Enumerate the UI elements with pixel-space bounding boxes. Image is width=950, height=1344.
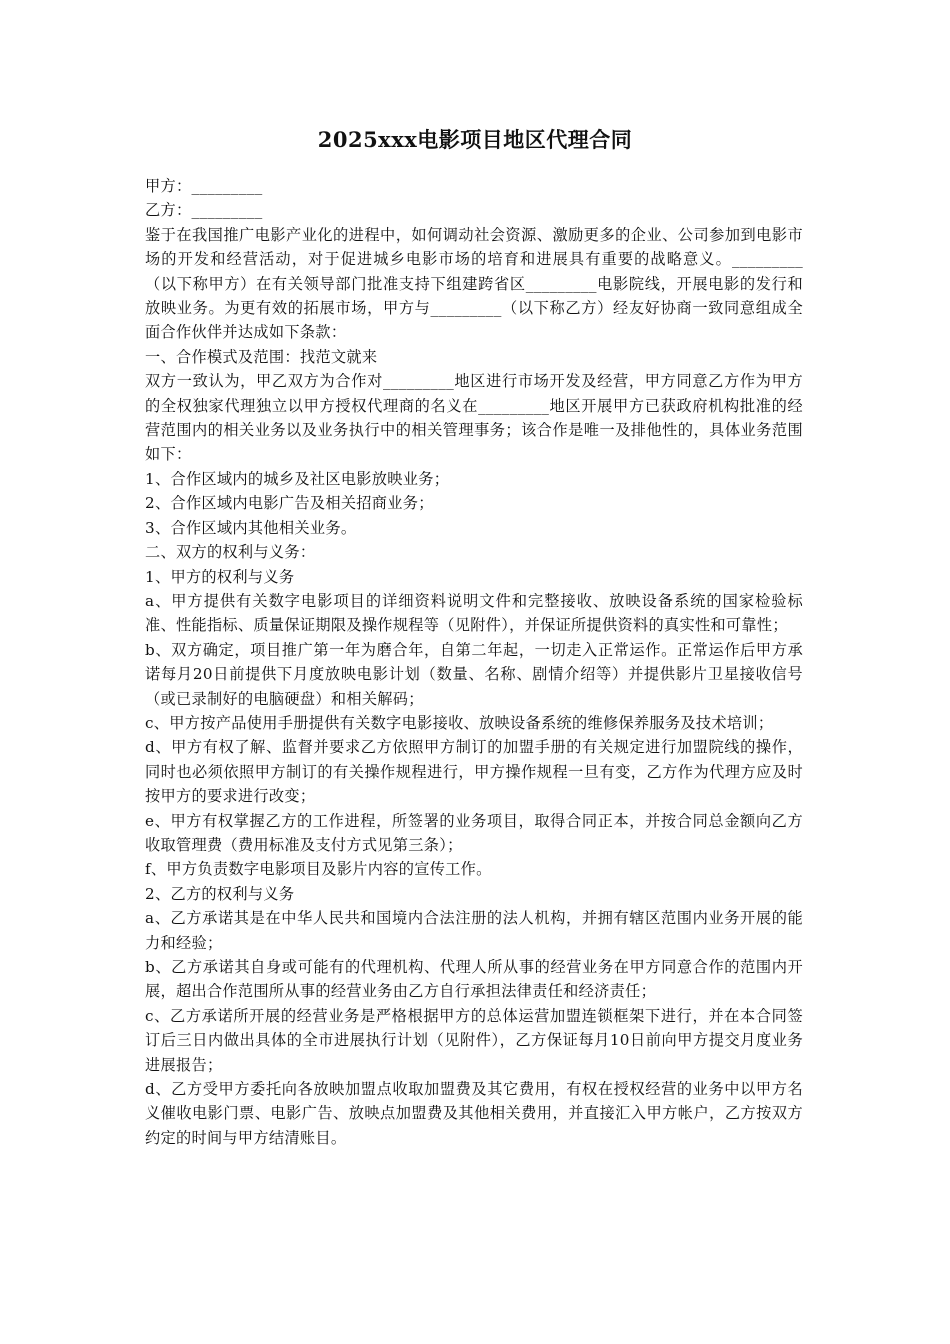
list-item: 2、合作区域内电影广告及相关招商业务； xyxy=(145,494,434,513)
list-item: 1、合作区域内的城乡及社区电影放映业务； xyxy=(145,469,450,488)
paragraph-cooperation: 双方一致认为，甲乙双方为合作对_________地区进行市场开发及经营，甲方同意乙方作为甲方的全权独家代理独立以甲方授权代理商的名义在_________地区开展甲方已获政府机构批准的经营范围内的相关业务以及业务执行中的相关管理事务；该合作是唯一及排他性的，具体业务范围如下： xyxy=(145,372,803,464)
document-title: 2025xxx电影项目地区代理合同 xyxy=(317,127,633,152)
section-heading-1: 一、合作模式及范围：找范文就来 xyxy=(145,347,378,366)
list-item: c、甲方按产品使用手册提供有关数字电影接收、放映设备系统的维修保养服务及技术培训； xyxy=(145,713,774,732)
list-item: a、甲方提供有关数字电影项目的详细资料说明文件和完整接收、放映设备系统的国家检验标准、性能指标、质量保证期限及操作规程等（见附件），并保证所提供资料的真实性和可靠性； xyxy=(145,591,803,635)
list-item: f、甲方负责数字电影项目及影片内容的宣传工作。 xyxy=(145,860,492,879)
list-item: d、乙方受甲方委托向各放映加盟点收取加盟费及其它费用，有权在授权经营的业务中以甲方名义催收电影门票、电影广告、放映点加盟费及其他相关费用，并直接汇入甲方帐户，乙方按双方约定的时间与甲方结清账目。 xyxy=(145,1080,803,1147)
subsection-heading-party-b: 2、乙方的权利与义务 xyxy=(145,884,295,903)
subsection-heading-party-a: 1、甲方的权利与义务 xyxy=(145,567,295,586)
list-item: 3、合作区域内其他相关业务。 xyxy=(145,518,357,537)
list-item: e、甲方有权掌握乙方的工作进程，所签署的业务项目，取得合同正本，并按合同总金额向乙方收取管理费（费用标准及支付方式见第三条）； xyxy=(145,811,803,854)
list-item: a、乙方承诺其是在中华人民共和国境内合法注册的法人机构，并拥有辖区范围内业务开展的能力和经验； xyxy=(145,909,803,952)
list-item: c、乙方承诺所开展的经营业务是严格根据甲方的总体运营加盟连锁框架下进行，并在本合同签订后三日内做出具体的全市进展执行计划（见附件），乙方保证每月10日前向甲方提交月度业务进展报告； xyxy=(145,1006,803,1074)
list-item: d、甲方有权了解、监督并要求乙方依照甲方制订的加盟手册的有关规定进行加盟院线的操作，同时也必须依照甲方制订的有关操作规程进行，甲方操作规程一旦有变，乙方作为代理方应及时按甲方的要求进行改变； xyxy=(145,738,803,806)
list-item: b、双方确定，项目推广第一年为磨合年，自第二年起，一切走入正常运作。正常运作后甲方承诺每月20日前提供下月度放映电影计划（数量、名称、剧情介绍等）并提供影片卫星接收信号（或已录制好的电脑硬盘）和相关解码； xyxy=(145,640,803,708)
list-item: b、乙方承诺其自身或可能有的代理机构、代理人所从事的经营业务在甲方同意合作的范围内开展，超出合作范围所从事的经营业务由乙方自行承担法律责任和经济责任； xyxy=(145,958,803,1001)
paragraph-party-a: 甲方：_________ xyxy=(145,177,263,195)
section-heading-2: 二、双方的权利与义务： xyxy=(145,543,316,562)
paragraph-party-b: 乙方：_________ xyxy=(145,201,263,220)
paragraph-preamble: 鉴于在我国推广电影产业化的进程中，如何调动社会资源、激励更多的企业、公司参加到电影市场的开发和经营活动，对于促进城乡电影市场的培育和进展具有重要的战略意义。_________（以下称甲方）在有关领导部门批准支持下组建跨省区_________电影院线，开展电影的发行和放映业务。为更有效的拓展市场，甲方与_________（以下称乙方）经友好协商一致同意组成全面合作伙伴并达成如下条款： xyxy=(145,225,803,342)
document-body xyxy=(145,174,803,1150)
